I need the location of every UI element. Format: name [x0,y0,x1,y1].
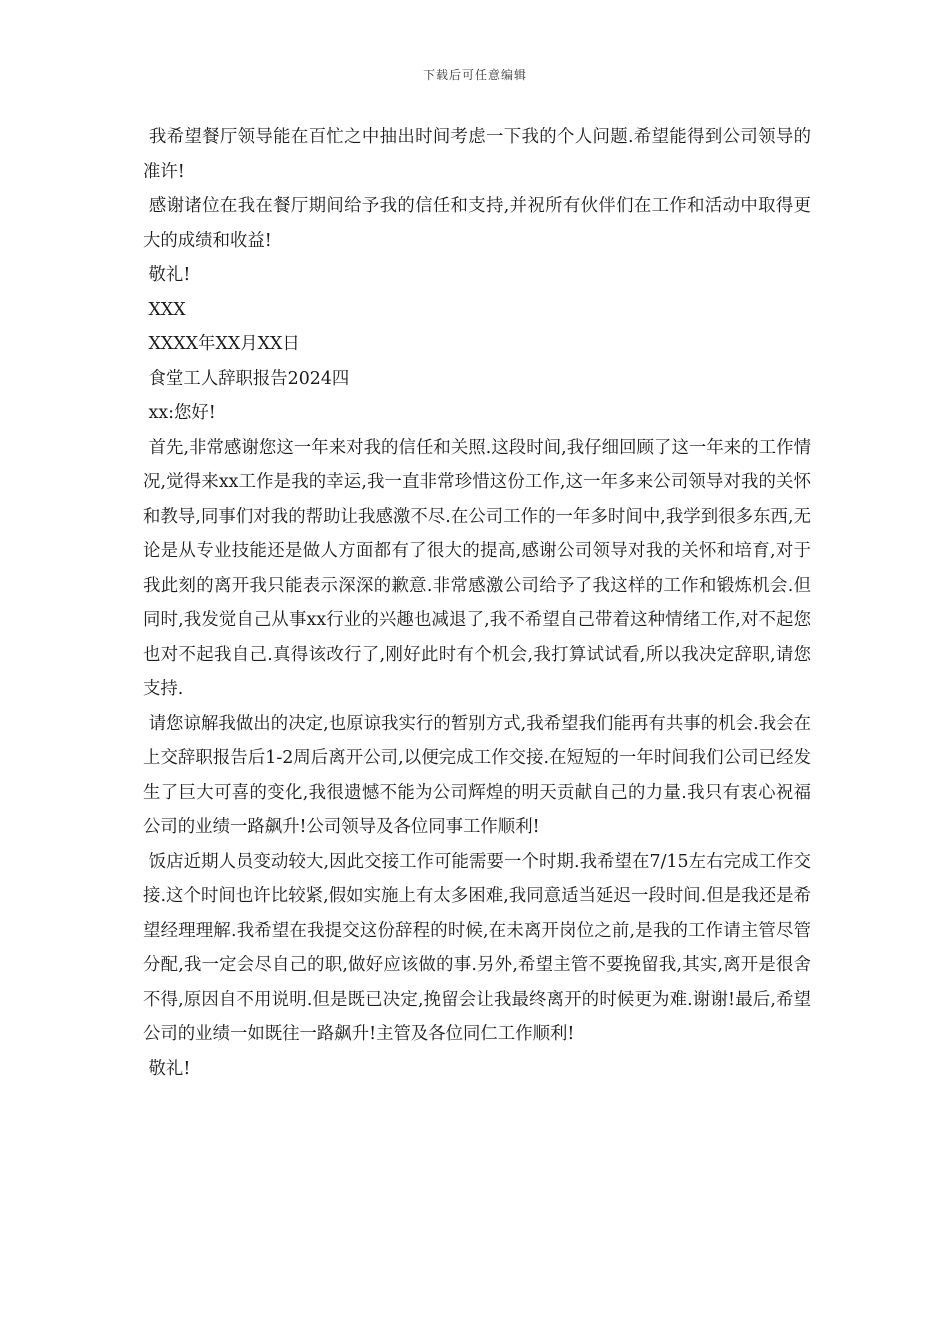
greeting: xx:您好! [143,403,216,423]
paragraph-handover: 饭店近期人员变动较大,因此交接工作可能需要一个时期.我希望在7/15左右完成工作交接.这个时间也许比较紧,假如实施上有太多困难,我同意适当延迟一段时间.但是我还是希望经理理解.我希望在我提交这份辞程的时候,在未离开岗位之前,是我的工作请主管尽管分配,我一定会尽自己的职,做好应该做的事.另外,希望主管不要挽留我,其实,离开是很舍不得,原因自不用说明.但是既已决定,挽留会让我最终离开的时候更为难.谢谢!最后,希望公司的业绩一如既往一路飙升!主管及各位同仁工作顺利! [143,851,811,1044]
paragraph-apology: 请您谅解我做出的决定,也原谅我实行的暂别方式,我希望我们能再有共事的机会.我会在上交辞职报告后1-2周后离开公司,以便完成工作交接.在短短的一年时间我们公司已经发生了巨大可喜的变化,我很遗憾不能为公司辉煌的明天贡献自己的力量.我只有衷心祝福公司的业绩一路飙升!公司领导及各位同事工作顺利! [143,713,811,837]
paragraph-thanks: 感谢诸位在我在餐厅期间给予我的信任和支持,并祝所有伙伴们在工作和活动中取得更大的成绩和收益! [143,196,811,251]
signature-name: XXX [143,299,186,320]
page-header: 下载后可任意编辑 [422,68,527,82]
closing-salutation: 敬礼! [143,265,191,285]
section-title: 食堂工人辞职报告2024四 [143,368,350,389]
document-body [143,120,811,1086]
paragraph-request: 我希望餐厅领导能在百忙之中抽出时间考虑一下我的个人问题.希望能得到公司领导的准许! [143,127,811,182]
paragraph-gratitude: 首先,非常感谢您这一年来对我的信任和关照.这段时间,我仔细回顾了这一年来的工作情况,觉得来xx工作是我的幸运,我一直非常珍惜这份工作,这一年多来公司领导对我的关怀和教导,同事们对我的帮助让我感激不尽.在公司工作的一年多时间中,我学到很多东西,无论是从专业技能还是做人方面都有了很大的提高,感谢公司领导对我的关怀和培育,对于我此刻的离开我只能表示深深的歉意.非常感激公司给予了我这样的工作和锻炼机会.但同时,我发觉自己从事xx行业的兴趣也减退了,我不希望自己带着这种情绪工作,对不起您也对不起我自己.真得该改行了,刚好此时有个机会,我打算试试看,所以我决定辞职,请您支持. [143,437,811,699]
signature-date: XXXX年XX月XX日 [143,334,300,354]
closing-salutation-2: 敬礼! [143,1058,191,1079]
